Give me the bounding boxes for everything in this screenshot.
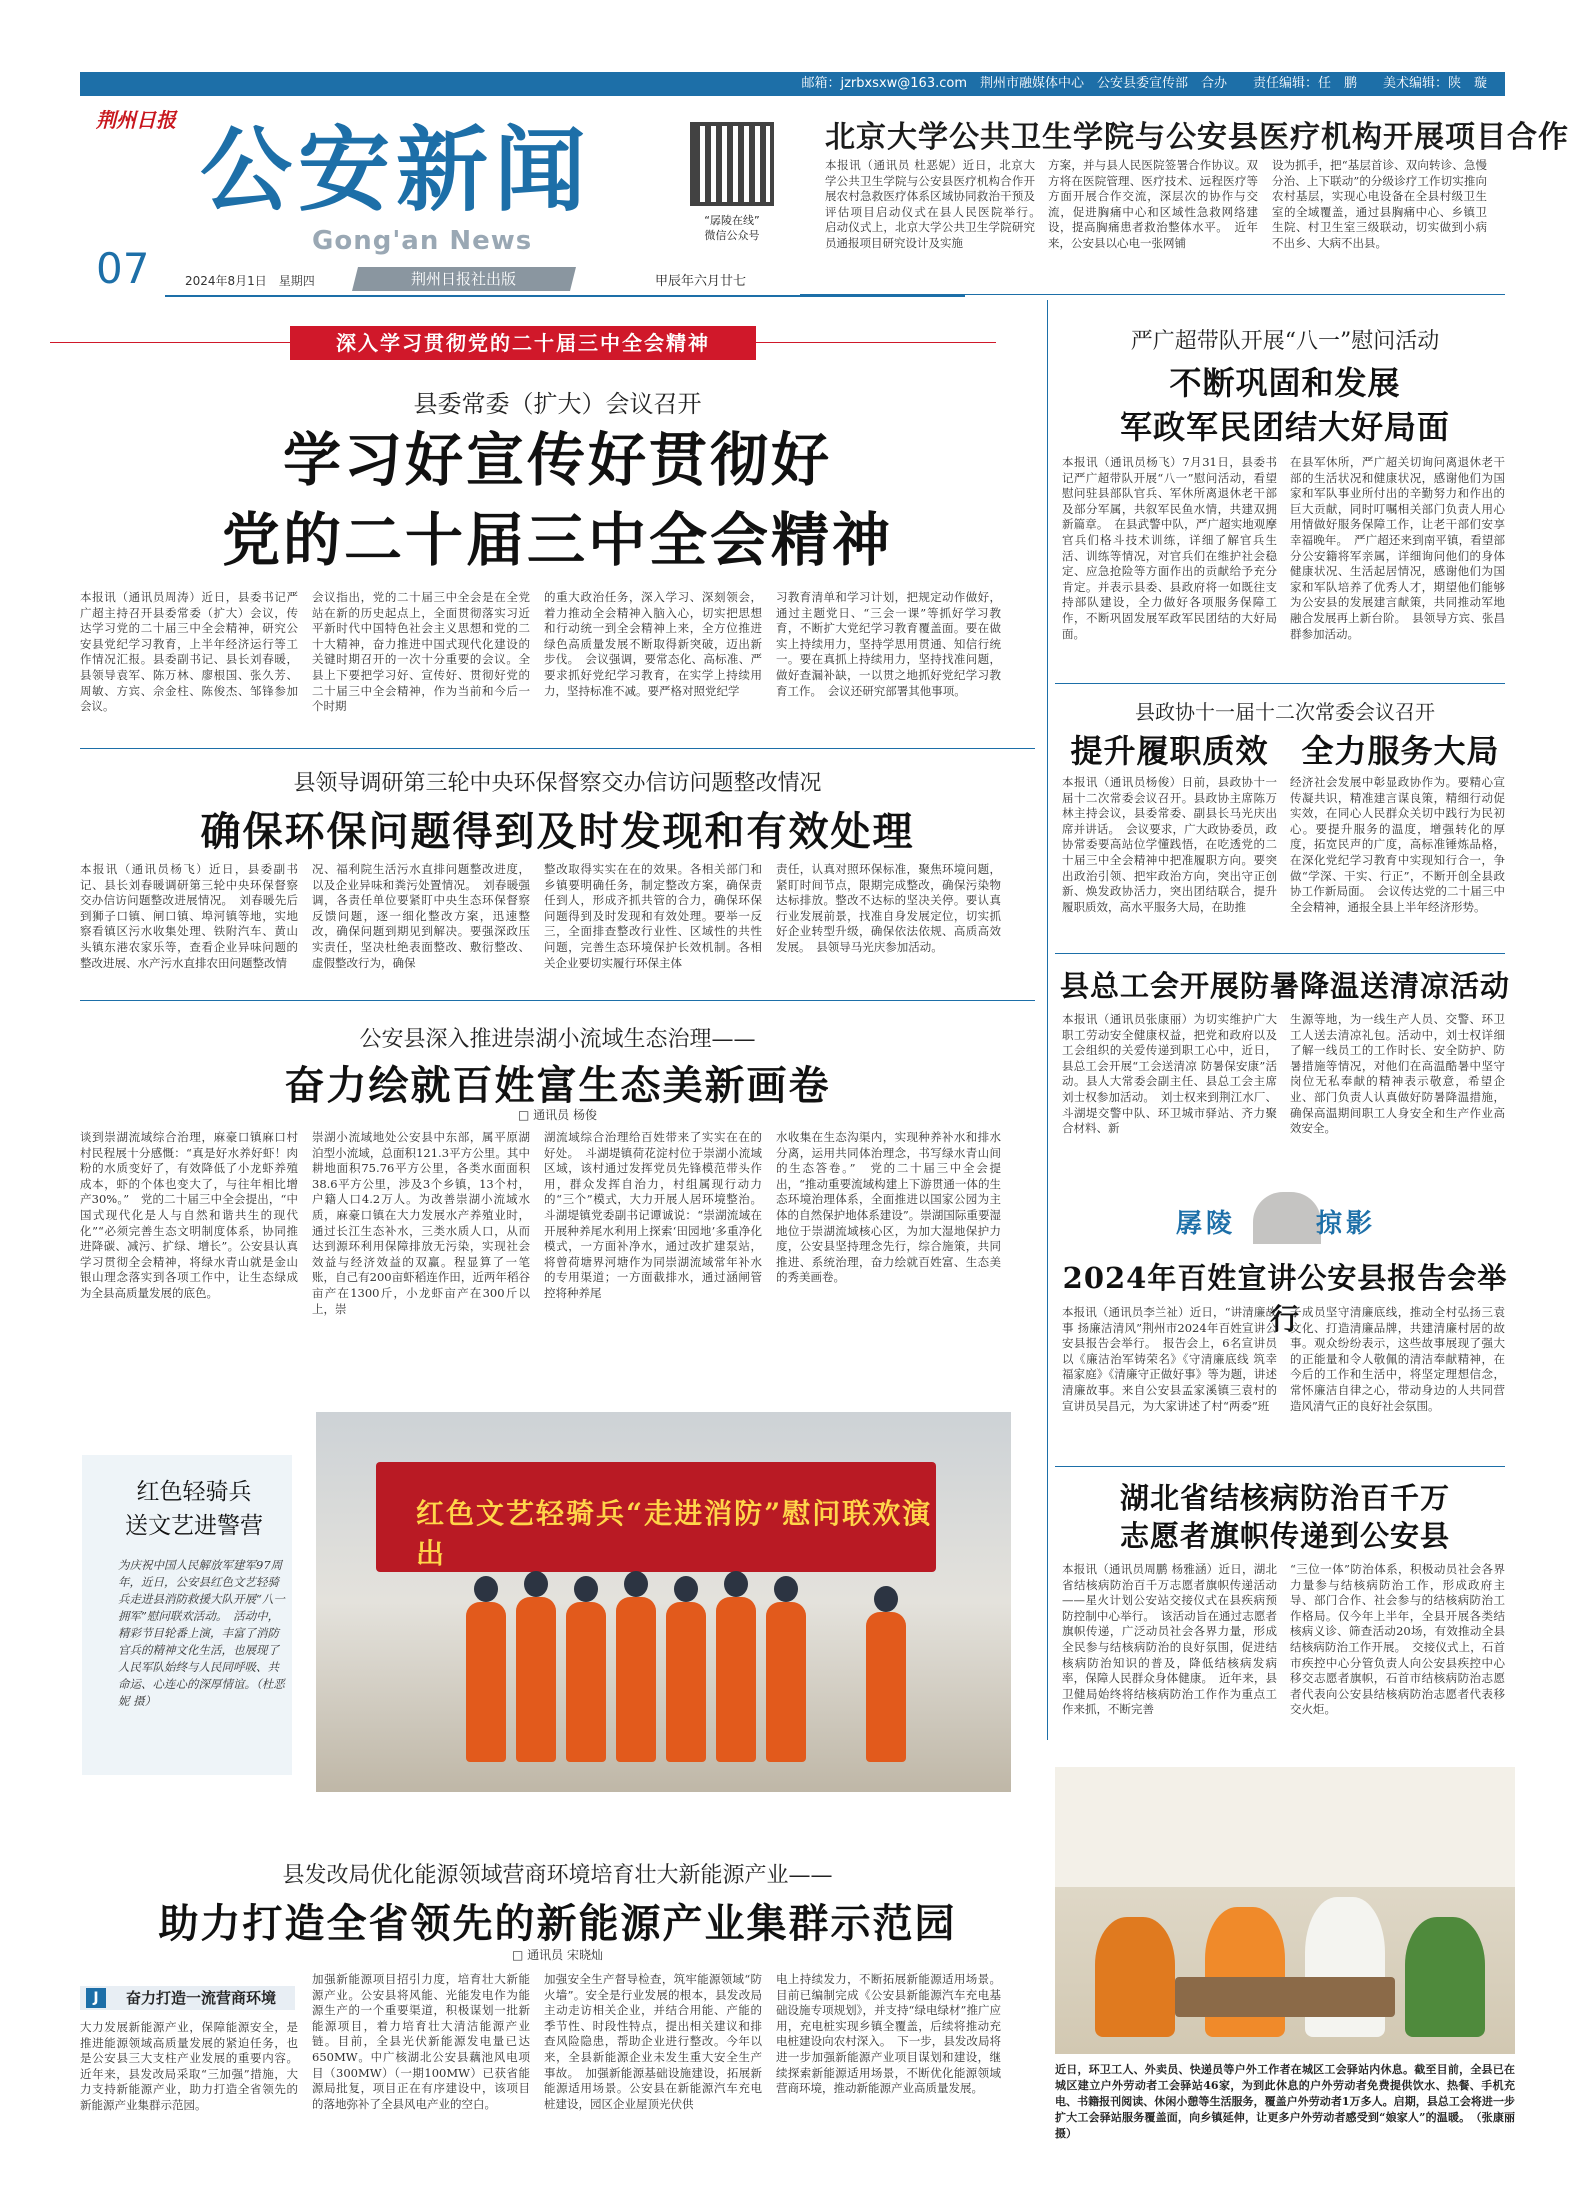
tb-col-1: 本报讯（通讯员周鹏 杨雅涵）近日，湖北省结核病防治百千万志愿者旗帜传递活动——星火计划公安站交接仪式在县疾病预防控制中心举行。 该活动旨在通过志愿者旗帜传递，广泛动员社会各界力量，形成全民参与结核病防治的良好氛围，促进结核病防治知识的普及，降低结核病发病率，保障人民群众身体健康。 近年来，县卫健局始终将结核病防治工作作为重点工作来抓，不断完善 (1062, 1562, 1277, 1717)
worker-figure (1205, 1907, 1285, 2037)
qr-caption (672, 213, 792, 243)
energy-kicker: 县发改局优化能源领域营商环境培育壮大新能源产业—— (282, 1863, 833, 1888)
sidebox-title (125, 1475, 263, 1543)
main-headline-2: 党的二十届三中全会精神 (221, 506, 893, 574)
tb-headline-1: 湖北省结核病防治百千万 (1119, 1481, 1450, 1515)
divider (800, 294, 1505, 295)
env-col-4: 责任，认真对照环保标准，聚焦环境问题，紧盯时间节点，限期完成整改，确保污染物达标排放。整改不达标的坚决关停。要认真行业发展前景，找准自身发展定位，切实抓好企业转型升级，确保依法依规、高质高效发展。 县领导马光庆参加活动。 (776, 862, 1001, 954)
section-badge: 奋力打造一流营商环境 (80, 1986, 295, 2010)
firefighter-figure (716, 1597, 756, 1762)
eco-col-2: 崇湖小流域地处公安县中东部，属平原湖泊型小流域，总面积121.3平方公里。其中耕地面积75.76平方公里，各类水面面积38.6平方公里，涉及3个乡镇，13个村，户籍人口4.2万人。为改善崇湖小流域水质，麻豪口镇在大力发展水产养殖业时，通过长江生态补水，三类水质人口，从而达到源环利用保障排放无污染，实现社会效益与经济效益的双赢。程显算了一笔账，自己有200亩虾稻连作田，近两年稻谷亩产在1300斤，小龙虾亩产在300斤以上，崇 (312, 1130, 530, 1316)
union-headline: 县总工会开展防暑降温送清凉活动 (1059, 969, 1510, 1003)
energy-col-1: 大力发展新能源产业，保障能源安全，是推进能源领域高质量发展的紧迫任务，也是公安县三大支柱产业发展的重要内容。近年来，县发改局采取“三加强”措施，大力支持新能源产业，助力打造全省领先的新能源产业集群示范园。 (80, 2020, 298, 2112)
masthead: 公安新闻 (200, 116, 593, 224)
env-col-2: 况、福利院生活污水直排问题整改进度，以及企业异味和粪污处置情况。 刘春暖强调，各责任单位要紧盯中央生态环保督察反馈问题，逐一细化整改方案，迅速整改，确保问题到期见到解决。要强深政压实责任，坚决杜绝表面整改、敷衍整改、虚假整改行为，确保 (312, 862, 530, 970)
firefighter-figure (516, 1597, 556, 1762)
tb-headline-2: 志愿者旗帜传递到公安县 (1119, 1519, 1450, 1553)
union-col-1: 本报讯（通讯员张康丽）为切实维护广大职工劳动安全健康权益，把党和政府以及工会组织的关爱传递到职工心中，近日，县总工会开展“工会送清凉 防暑保安康”活动。县人大常委会副主任、县总工会主席刘士权参加活动。 刘士权来到荆江水厂、斗湖堤交警中队、环卫城市驿站、齐力聚合材料、新 (1062, 1012, 1277, 1136)
column-brand (1176, 1203, 1376, 1240)
stage-backdrop-text: 红色文艺轻骑兵“走进消防”慰问联欢演出 (416, 1497, 933, 1570)
main-headline-1: 学习好宣传好贯彻好 (282, 426, 832, 494)
divider (1055, 953, 1505, 954)
env-col-3: 整改取得实实在在的效果。各相关部门和乡镇要明确任务，制定整改方案，确保责任到人，形成齐抓共管的合力，确保环保问题得到及时发现和有效处理。要举一反三，全面排查整改行业性、区域性的共性问题，完善生态环境保护长效机制。各相关企业要切实履行环保主体 (544, 862, 762, 970)
union-col-2: 生源等地，为一线生产人员、交警、环卫工人送去清凉礼包。活动中，刘士权详细了解一线员工的工作时长、安全防护、防暑措施等情况，对他们在高温酷暑中坚守岗位无私奉献的精神表示敬意，希望企业、部门负责人认真做好防暑降温措施，确保高温期间职工人身安全和生产作业高效安全。 (1290, 1012, 1505, 1136)
firefighter-figure (866, 1612, 906, 1762)
cppcc-headline: 提升履职质效 全力服务大局 (1070, 732, 1500, 770)
energy-byline: □ 通讯员 宋晓灿 (512, 1948, 603, 1962)
lead-headline: 北京大学公共卫生学院与公安县医疗机构开展项目合作 (825, 120, 1569, 155)
eco-byline: □ 通讯员 杨俊 (518, 1108, 597, 1122)
lead-col-2: 方案，并与县人民医院签署合作协议。双方将在医院管理、医疗技术、远程医疗等方面开展合作交流，深层次的协作与交流，促进胸痛中心和区域性急救网络建设，提高胸痛患者救治整体水平。 近年来，公安县以心电一张网铺 (1048, 158, 1258, 250)
stage-photo (316, 1412, 1011, 1792)
main-col-3: 的重大政治任务，深入学习、深刻领会，着力推动全会精神入脑入心，切实把思想和行动统一到全会精神上来，全方位推进绿色高质量发展不断取得新突破，迈出新步伐。 会议强调，要常态化、高标准、严要求抓好党纪学习教育，在实学上持续用力，坚持标准不减。要严格对照党纪学 (544, 590, 762, 698)
firefighter-figure (566, 1602, 606, 1762)
army-kicker: 严广超带队开展“八一”慰问活动 (1130, 329, 1440, 354)
env-col-1: 本报讯（通讯员杨飞）近日，县委副书记、县长刘春暖调研第三轮中央环保督察交办信访问题整改进展情况。 刘春暖先后到狮子口镇、闸口镇、埠河镇等地，实地察看镇区污水收集处理、铁附汽车、黄山头镇东港农家乐等，查看企业异味问题的整改进展、水产污水直排农田问题整改情 (80, 862, 298, 970)
lead-col-3: 设为抓手，把“基层首诊、双向转诊、急慢分治、上下联动”的分级诊疗工作切实推向农村基层，实现心电设备在全县村级卫生室的全域覆盖，通过县胸痛中心、乡镇卫生院、村卫生室三级联动，切实做到小病不出乡、大病不出县。 (1272, 158, 1487, 250)
lead-col-1: 本报讯（通讯员 杜恶妮）近日，北京大学公共卫生学院与公安县医疗机构合作开展农村急救医疗体系区域协同救治干预及评估项目启动仪式在县人民医院举行。 启动仪式上，北京大学公共卫生学院研究员通报项目研究设计及实施 (825, 158, 1047, 250)
main-col-2: 会议指出，党的二十届三中全会是在全党站在新的历史起点上，全面贯彻落实习近平新时代中国特色社会主义思想和党的二十大精神，奋力推进中国式现代化建设的关键时期召开的一次十分重要的会议。全县上下要把学习好、宣传好、贯彻好党的二十届三中全会精神，作为当前和今后一个时期 (312, 590, 530, 714)
column-brand-1: 孱陵 (1176, 1209, 1237, 1239)
divider (1055, 683, 1505, 684)
main-kicker: 县委常委（扩大）会议召开 (413, 390, 702, 418)
photo-caption: 近日，环卫工人、外卖员、快递员等户外工作者在城区工会驿站内休息。截至目前，全县已在城区建立户外劳动者工会驿站46家，为到此休息的户外劳动者免费提供饮水、热餐、手机充电、书籍报刊阅读、休闲小憩等生活服务，覆盖户外劳动者1万多人。启期，县总工会将进一步扩大工会驿站服务覆盖面，向乡镇延伸，让更多户外劳动者感受到“娘家人”的温暖。 （张康丽 摄） (1055, 2063, 1515, 2140)
qr-caption-1: “孱陵在线” (704, 214, 760, 227)
divider (80, 748, 1035, 749)
masthead-en: Gong'an News (312, 226, 533, 256)
qr-caption-2: 微信公众号 (704, 229, 760, 242)
army-headline-2: 军政军民团结大好局面 (1119, 408, 1450, 446)
header-rule (165, 295, 965, 297)
firefighter-figure (616, 1597, 656, 1762)
army-headline-1: 不断巩固和发展 (1169, 364, 1401, 402)
column-brand-2: 掠影 (1316, 1209, 1377, 1239)
divider (1055, 1466, 1505, 1467)
energy-headline: 助力打造全省领先的新能源产业集群示范园 (158, 1900, 957, 1947)
stage-backdrop (376, 1462, 936, 1572)
lecture-col-1: 本报讯（通讯员李兰祉）近日，“讲清廉故事 扬廉洁清风”荆州市2024年百姓宣讲公安县报告会举行。 报告会上，6名宣讲员以《廉洁治军铸荣名》《守清廉底线 筑幸福家庭》《清廉守正做好事》等为题，讲述清廉故事。来自公安县孟家溪镇三袁村的宣讲员吴昌元，为大家讲述了村“两委”班 (1062, 1305, 1277, 1413)
badge-icon: J (86, 1988, 106, 2008)
theme-banner: 深入学习贯彻党的二十届三中全会精神 (290, 326, 756, 360)
rest-station-photo (1055, 1767, 1515, 2054)
sidebox-text: 为庆祝中国人民解放军建军97周年，近日，公安县红色文艺轻骑兵走进县消防救援大队开展“八一拥军”慰问联欢活动。 活动中，精彩节目轮番上演，丰富了消防官兵的精神文化生活，也展现了人民军队始终与人民同呼吸、共命运、心连心的深厚情谊。（杜恶妮 摄） (118, 1558, 285, 1708)
page-number: 07 (96, 244, 150, 293)
army-col-1: 本报讯（通讯员杨飞）7月31日，县委书记严广超带队开展“八一”慰问活动，看望慰问驻县部队官兵、军休所离退休老干部及部分军属，共叙军民鱼水情，共建双拥新篇章。 在县武警中队，严广超实地观摩官兵们格斗技术训练，详细了解官兵生活、训练等情况，对官兵们在维护社会稳定、应急抢险等方面作出的贡献给予充分肯定。并表示县委、县政府将一如既往支持部队建设，全力做好各项服务保障工作，不断巩固发展军政军民团结的大好局面。 (1062, 455, 1277, 641)
eco-col-4: 水收集在生态沟渠内，实现种养补水和排水分离，运用共同体治理念，书写绿水青山间的生态答卷。” 党的二十届三中全会提出，“推动重要流域构建上下游贯通一体的生态环境治理体系，全面推进以国家公园为主体的自然保护地体系建设”。崇湖国际重要湿地位于崇湖流域核心区，为加大湿地保护力度，公安县坚持理念先行，综合施策，共同推进、系统治理，奋力绘就百姓富、生态美的秀美画卷。 (776, 1130, 1001, 1285)
army-col-2: 在县军休所，严广超关切询问离退休老干部的生活状况和健康状况，感谢他们为国家和军队事业所付出的辛勤努力和作出的巨大贡献，同时叮嘱相关部门负责人用心用情做好服务保障工作，让老干部们安享幸福晚年。 严广超还来到南平镇，看望部分公安籍将军亲属，详细询问他们的身体健康状况、生活起居情况，感谢他们为国家和军队培养了优秀人才，期望他们能够为公安县的发展建言献策，共同推动军地融合发展再上新台阶。 县领导方宾、张昌群参加活动。 (1290, 455, 1505, 641)
lunar-date: 甲辰年六月廿七 (655, 274, 747, 289)
newspaper-logo: 荆州日报 (96, 108, 176, 132)
sidebox-title-1: 红色轻骑兵 (136, 1479, 252, 1505)
divider (80, 1000, 1035, 1001)
energy-col-2: 加强新能源项目招引力度，培育壮大新能源产业。公安县将风能、光能发电作为能源生产的一个重要渠道，积极谋划一批新能源项目，着力培育壮大清洁能源产业链。目前，全县光伏新能源发电量已达650MW。中广核湖北公安县藕池风电项目（300MW）（一期100MW）已获省能源局批复，项目正在有序建设中，该项目的落地弥补了全县风电产业的空白。 (312, 1972, 530, 2111)
cppcc-col-1: 本报讯（通讯员杨俊）日前，县政协十一届十二次常委会议召开。县政协主席陈万林主持会议，县委常委、副县长马光庆出席并讲话。 会议要求，广大政协委员，政协常委要高站位学懂践悟，在吃透党的二十届三中全会精神中把准履职方向。要突出政治引领、把牢政治方向，突出守正创新、焕发政协活力，突出团结联合，提升履职质效，高水平服务大局，在助推 (1062, 775, 1277, 914)
main-col-1: 本报讯（通讯员周涛）近日，县委书记严广超主持召开县委常委（扩大）会议，传达学习党的二十届三中全会精神，研究公安县党纪学习教育，上半年经济运行等工作情况汇报。县委副书记、县长刘春暖，县领导袁军、陈万林、廖根国、张久芳、周敏、方宾、佘金柱、陈俊杰、邹锋参加会议。 (80, 590, 298, 714)
main-col-4: 习教育清单和学习计划，把规定动作做好，通过主题党日、“三会一课”等抓好学习教育，不断扩大党纪学习教育覆盖面。要在做实上持续用力，坚持学思用贯通、知信行统一。要在真抓上持续用力，坚持找准问题，做好查漏补缺，一以贯之地抓好党纪学习教育工作。 会议还研究部署其他事项。 (776, 590, 1001, 698)
firefighter-figure (666, 1602, 706, 1762)
lecture-headline: 2024年百姓宣讲公安县报告会举行 (1062, 1261, 1508, 1336)
eco-kicker: 公安县深入推进崇湖小流域生态治理—— (359, 1027, 756, 1052)
worker-figure (1095, 1917, 1175, 2037)
lecture-col-2: 子成员坚守清廉底线，推动全村弘扬三袁文化、打造清廉品牌，共建清廉村居的故事。观众纷纷表示，这些故事展现了强大的正能量和令人敬佩的清洁奉献精神，在今后的工作和生活中，将坚定理想信念，常怀廉洁自律之心，带动身边的人共同营造风清气正的良好社会氛围。 (1290, 1305, 1505, 1413)
publisher: 荆州日报社出版 (411, 270, 517, 288)
column-divider (1047, 300, 1048, 1740)
eco-col-3: 湖流域综合治理给百姓带来了实实在在的好处。 斗湖堤镇荷花淀村位于崇湖小流域区域，该村通过发挥党员先锋模范带头作用，群众发挥自治力，村组属现行动力的“三个”模式，大力开展人居环境整治。斗湖堤镇党委副书记谭诚说：“崇湖流域在开展种养尾水利用上探索‘田园地’多重净化模式，一方面补净水，通过改扩建泵站，将曾荷塘界河塘作为同崇湖流域常年补水的专用渠道；一方面截排水，通过涵闸管控将种养尾 (544, 1130, 762, 1300)
tb-col-2: “三位一体”防治体系，积极动员社会各界力量参与结核病防治工作，形成政府主导、部门合作、社会参与的结核病防治工作格局。仅今年上半年，全县开展各类结核病义诊、筛查活动20场，有效推动全县结核病防治工作开展。 交接仪式上，石首市疾控中心分管负责人向公安县疾控中心移交志愿者旗帜，石首市结核病防治志愿者代表向公安县结核病防治志愿者代表移交火炬。 (1290, 1562, 1505, 1717)
contact-bar: 邮箱：jzrbxsxw@163.com 荆州市融媒体中心 公安县委宣传部 合办 责任编辑：任 鹏 美术编辑：陕 璇 (80, 72, 1505, 96)
env-headline: 确保环保问题得到及时发现和有效处理 (200, 808, 915, 855)
qr-code-icon (690, 122, 774, 206)
worker-figure (1405, 1917, 1485, 2037)
firefighter-figure (466, 1602, 506, 1762)
env-kicker: 县领导调研第三轮中央环保督察交办信访问题整改情况 (293, 771, 822, 796)
firefighter-figure (766, 1602, 806, 1762)
photo-wall (1055, 1767, 1515, 1887)
energy-col-3: 加强安全生产督导检查，筑牢能源领域“防火墙”。安全是行业发展的根本，县发改局主动走访相关企业，并结合用能、产能的季节性、时段性特点，提出相关建议和排查风险隐患，帮助企业进行整改。今年以来，全县新能源企业未发生重大安全生产事故。 加强新能源基础设施建设，拓展新能源适用场景。公安县在新能源汽车充电桩建设，园区企业屋顶光伏供 (544, 1972, 762, 2111)
sidebox-title-2: 送文艺进警营 (125, 1513, 263, 1539)
issue-date: 2024年8月1日 星期四 (185, 274, 315, 288)
energy-col-4: 电上持续发力，不断拓展新能源适用场景。目前已编制完成《公安县新能源汽车充电基础设施专项规划》，并支持“绿电绿材”推广应用，充电桩实现乡镇全覆盖，后续将推动充电桩建设向农村深入。 下一步，县发改局将进一步加强新能源产业项目谋划和建设，继续探索新能源适用场景，不断优化能源领域营商环境，推动新能源产业高质量发展。 (776, 1972, 1001, 2096)
eco-headline: 奋力绘就百姓富生态美新画卷 (284, 1062, 831, 1109)
cppcc-col-2: 经济社会发展中彰显政协作为。要精心宣传凝共识，精准建言谋良策，精细行动促实效，在同心人民群众关切中践行为民初心。要提升服务的温度，增强转化的厚度，拓宽民声的广度，高标准锤炼品格，在深化党纪学习教育中实现知行合一，争做“学深、干实、行正”，不断开创全县政协工作新局面。 会议传达党的二十届三中全会精神，通报全县上半年经济形势。 (1290, 775, 1505, 914)
table (1175, 1977, 1395, 2017)
eco-col-1: 谈到崇湖流域综合治理，麻豪口镇麻口村村民程展十分感慨：“真是好水养好虾！肉粉的水质变好了，有效降低了小龙虾养殖成本，虾的个体也变大了，与往年相比增产30%。” 党的二十届三中全会提出，“中国式现代化是人与自然和谐共生的现代化”“必须完善生态文明制度体系，协同推进降碳、减污、扩绿、增长”。公安县认真学习贯彻全会精神，将绿水青山就是金山银山理念落实到各项工作中，让生态绿成为全县高质量发展的底色。 (80, 1130, 298, 1300)
publisher-box (352, 267, 576, 291)
cppcc-kicker: 县政协十一届十二次常委会议召开 (1135, 700, 1435, 724)
